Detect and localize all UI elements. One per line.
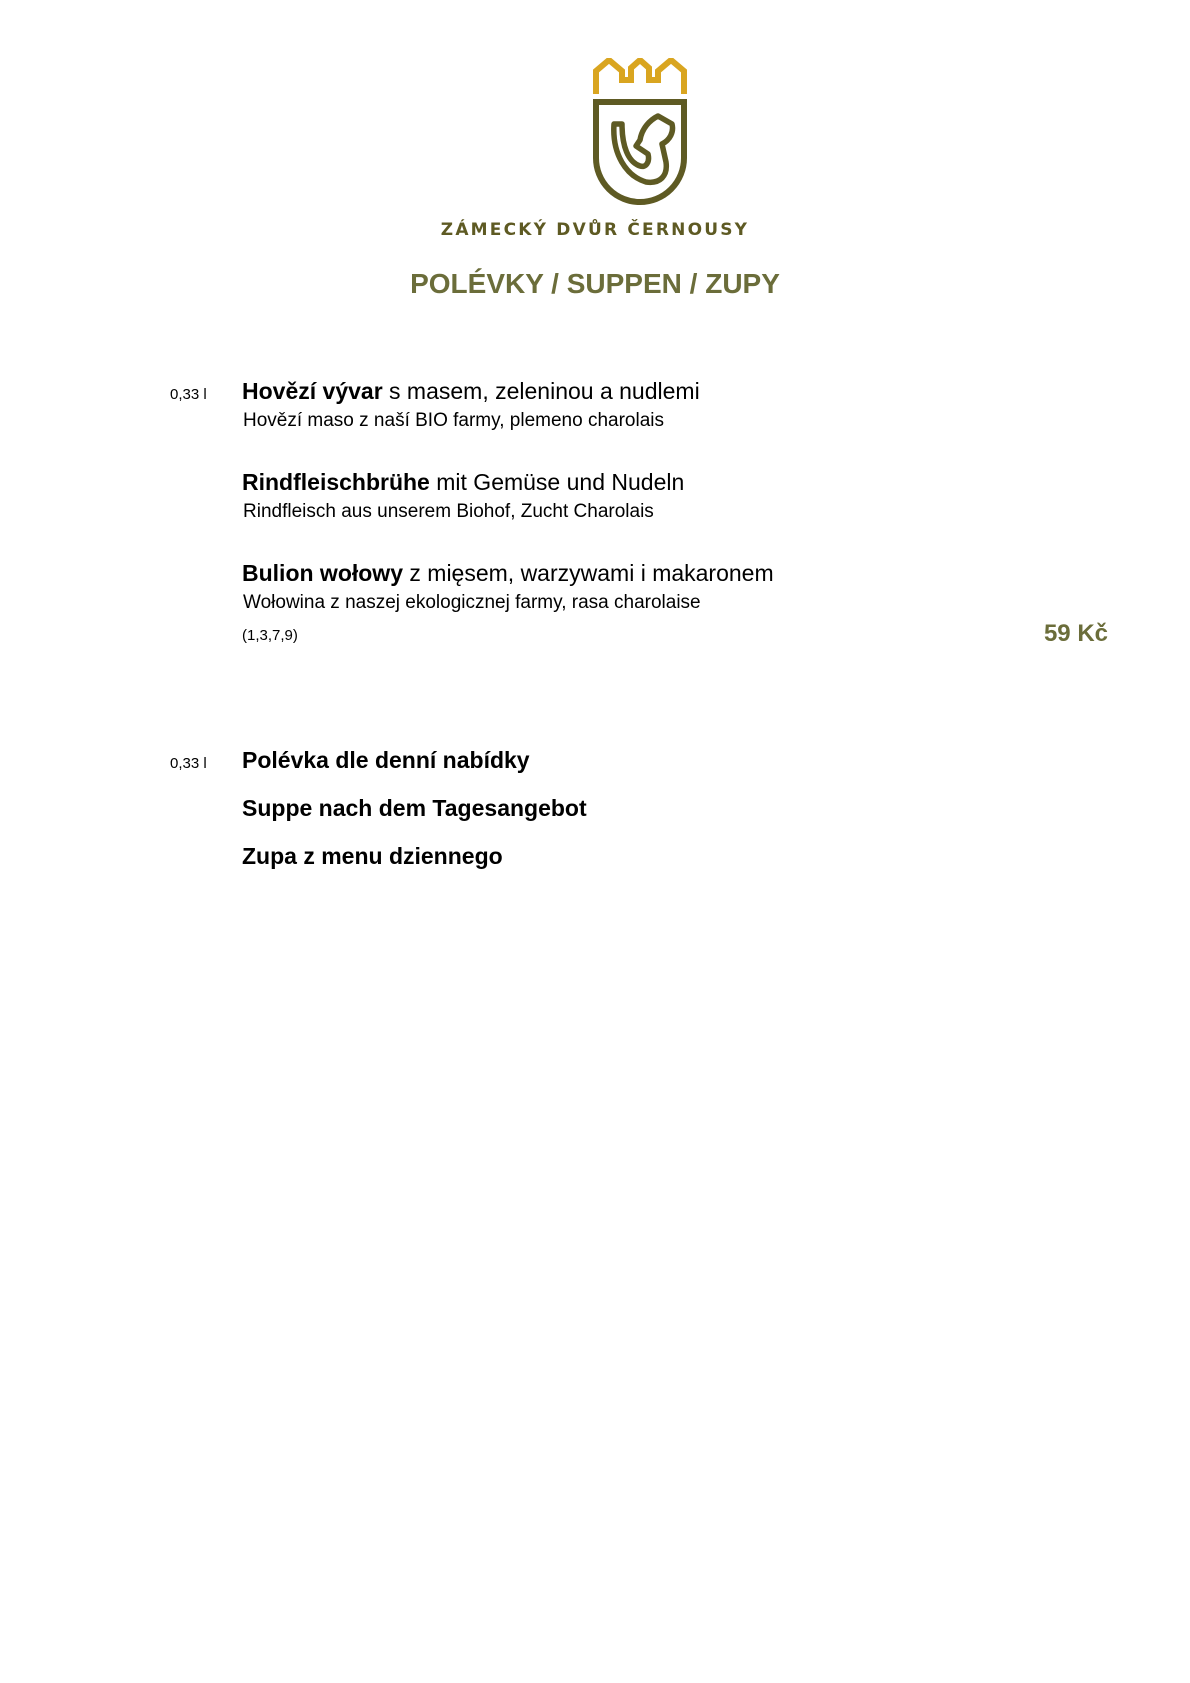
dish-title-pl bbox=[242, 560, 774, 587]
horse-head-icon bbox=[614, 116, 673, 182]
dish-desc-cs: Hovězí maso z naší BIO farmy, plemeno charolais bbox=[243, 410, 664, 431]
dish-desc-pl: Wołowina z naszej ekologicznej farmy, rasa charolaise bbox=[243, 592, 701, 613]
dish-name-pl: Bulion wołowy bbox=[242, 560, 403, 586]
dish-title-cs bbox=[242, 378, 700, 405]
dish-title-de bbox=[242, 469, 684, 496]
crown-icon bbox=[596, 60, 684, 94]
daily-soup-pl: Zupa z menu dziennego bbox=[242, 843, 503, 869]
dish-suffix-de: mit Gemüse und Nudeln bbox=[429, 469, 685, 495]
item-price: 59 Kč bbox=[1043, 620, 1108, 647]
brand-name: ZÁMECKÝ DVŮR ČERNOUSY bbox=[440, 220, 750, 240]
allergens: (1,3,7,9) bbox=[242, 627, 298, 644]
item-volume: 0,33 l bbox=[170, 386, 207, 403]
shield-icon bbox=[596, 102, 684, 202]
item-volume: 0,33 l bbox=[170, 755, 207, 772]
castle-horse-shield-logo bbox=[592, 58, 688, 206]
dish-desc-de: Rindfleisch aus unserem Biohof, Zucht Charolais bbox=[243, 501, 654, 522]
dish-name-de: Rindfleischbrühe bbox=[242, 469, 430, 495]
page-title: POLÉVKY / SUPPEN / ZUPY bbox=[410, 268, 780, 299]
daily-soup-de: Suppe nach dem Tagesangebot bbox=[242, 795, 587, 821]
dish-suffix-pl: z mięsem, warzywami i makaronem bbox=[403, 560, 774, 586]
dish-suffix-cs: s masem, zeleninou a nudlemi bbox=[382, 378, 700, 404]
daily-soup-cs: Polévka dle denní nabídky bbox=[242, 747, 530, 773]
dish-name-cs: Hovězí vývar bbox=[242, 378, 383, 404]
